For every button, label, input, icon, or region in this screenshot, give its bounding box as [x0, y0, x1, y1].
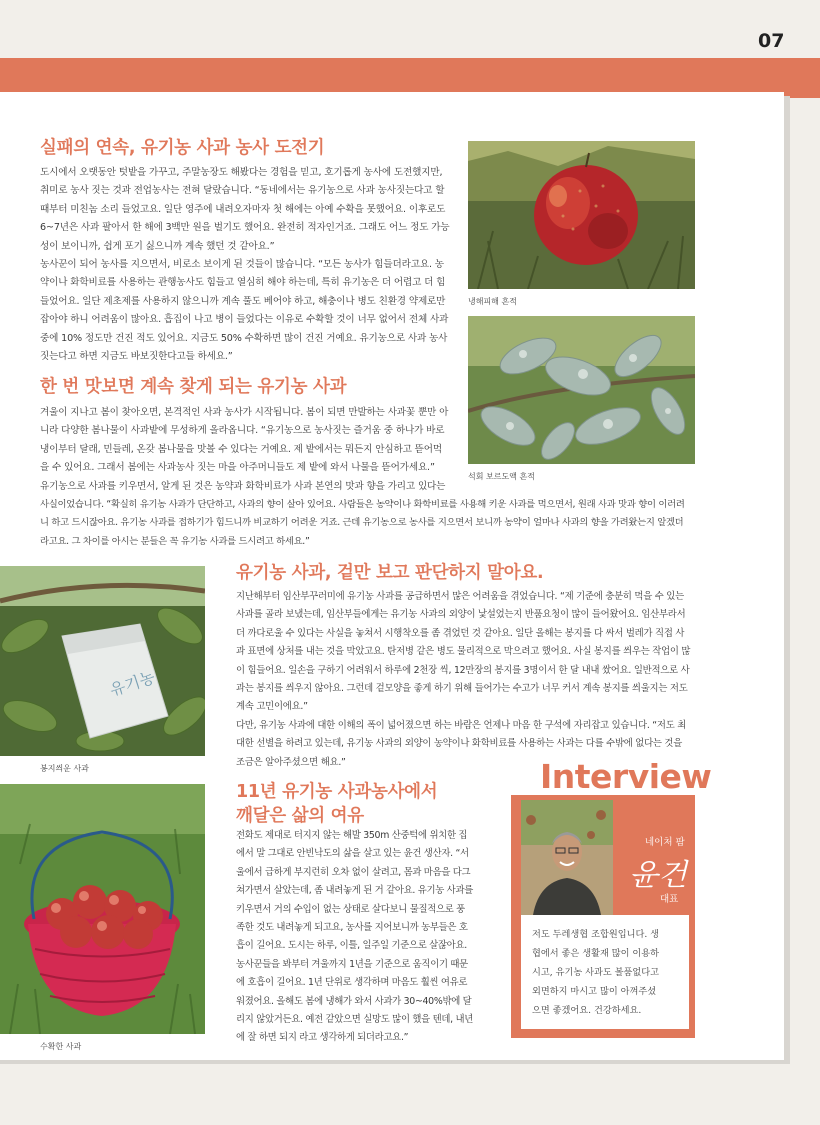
caption-bagged-apple: 봉지씌운 사과	[40, 764, 89, 773]
body-line: 때부터 미친놈 소리 들었고요. 일단 영주에 내려오자마자 첫 해에는 아예 수확을 못했어요. 이후로도	[40, 203, 446, 215]
section4-body	[236, 827, 496, 1048]
photo-harvested-apple	[0, 784, 205, 1034]
body-line: 에서 말 그대로 안빈낙도의 삶을 살고 있는 윤건 생산자. “서	[236, 848, 469, 860]
body-line: 더 까다로울 수 있다는 사실을 놓쳐서 시행착오를 좀 겪었던 것 같아요. 일단 올해는 봉지를 다 싸서 벌레가 직접 사	[236, 627, 685, 639]
body-line: 성이 보이니까, 쉽게 포기 싫으니까 계속 했던 것 같아요.”	[40, 240, 275, 252]
section4-heading	[236, 780, 437, 828]
body-line: 을 수 있어요. 그래서 봄에는 사과농사 짓는 마을 아주머니들도 제 밭에 와서 나물을 뜯어가세요.”	[40, 462, 435, 474]
photo-bagged-apple	[0, 566, 205, 756]
body-line: 흡이 길어요. 도시는 하루, 이틀, 일주일 기준으로 살잖아요.	[236, 940, 467, 952]
body-line: 겨울이 지나고 봄이 찾아오면, 본격적인 사과 농사가 시작됩니다. 봄이 되면 만발하는 사과꽃 뿐만 아	[40, 407, 449, 418]
body-line: 잡아야 하니 어려움이 많아요. 흡집이 나고 병이 들었다는 이유로 수확할 것이 너무 없어서 전체 사과	[40, 314, 449, 326]
body-line: 쳐가면서 살았는데, 좀 내려놓게 된 거 같아요. 유기농 사과를	[236, 885, 473, 897]
body-line: 짓는다고 하면 지금도 바보짓한다고들 하세요.”	[40, 351, 233, 363]
photo-leaf-damage	[468, 316, 695, 464]
body-line: 이 힘들어요. 일손을 구하기 어려워서 하루에 2천장 씩, 12만장의 봉지를 3명이서 한 달 내내 쌌어요. 일반적으로 사	[236, 664, 690, 676]
body-line: 냉이부터 달래, 민들레, 온갖 봄나물을 맛볼 수 있다는 거예요. 제 밭에서는 뭐든지 안심하고 뜯어먹	[40, 443, 442, 455]
caption-leaf-damage: 석회 보르도액 흔적	[468, 472, 535, 481]
body-line: 조금은 알아주셨으면 해요.”	[236, 756, 346, 768]
body-line: 약이나 화학비료를 사용하는 관행농사도 힘들고 열심히 해야 하는데, 특히 유기농은 더 어렵고 더 힘	[40, 277, 446, 289]
section2-heading: 한 번 맛보면 계속 찾게 되는 유기농 사과	[40, 377, 347, 397]
section2-body-wide	[40, 496, 696, 551]
body-line: 과 표면에 상처를 내는 것을 막았고요. 탄저병 같은 병도 물리적으로 막으려고 했어요. 사실 봉지를 씌우는 작업이 많	[236, 646, 691, 658]
body-line: 사실이었습니다. “확실히 유기농 사과가 단단하고, 사과의 향이 살아 있어요. 사람들은 농약이나 화학비료를 사용해 키운 사과를 먹으면서, 원래 사과 맛과 향이 이러려	[40, 499, 685, 510]
interviewee-farm: 네이처 팜	[645, 837, 685, 848]
quote-line: 협에서 좋은 생활재 많이 이용하	[532, 948, 660, 959]
body-line: 라고요. 그 차이를 아시는 분들은 꼭 유기농 사과를 드시려고 하세요.”	[40, 535, 310, 547]
section2-body	[40, 404, 455, 496]
section3-body	[236, 588, 696, 772]
body-line: 족한 것도 내려놓게 되고요, 농사를 지어보니까 농부들은 호	[236, 922, 468, 934]
bag-print: 유기농	[107, 667, 158, 700]
body-line: 대한 선별을 하려고 있는데, 유기농 사과의 외양이 농약이나 화학비료를 사용하는 사과는 다를 수밖에 없다는 것을	[236, 738, 683, 750]
body-line: 도시에서 오랫동안 텃밭을 가꾸고, 주말농장도 해봤다는 경험을 믿고, 호기롭게 농사에 도전했지만,	[40, 167, 443, 178]
body-line: 중에 10% 정도만 건진 적도 있어요. 지금도 50% 수확하면 많이 건진 거예요. 유기농으로 사과 농사	[40, 332, 448, 344]
body-line: 농사꾼들을 봐부터 겨울까지 1년을 기준으로 움직이기 때문	[236, 958, 468, 970]
section3-heading: 유기농 사과, 겉만 보고 판단하지 말아요.	[236, 563, 544, 583]
section4-heading-line2: 깨달은 삶의 여유	[236, 806, 364, 826]
body-line: 전화도 제대로 터지지 않는 해발 350m 산중턱에 위치한 집	[236, 830, 468, 841]
section1-body	[40, 164, 455, 366]
body-line: 지난해부터 임산부꾸러미에 유기농 사과를 공급하면서 많은 어려움을 겪었습니다. “제 기준에 충분히 먹을 수 있는	[236, 591, 684, 602]
body-line: 유기농으로 사과를 키우면서, 알게 된 것은 농약과 화학비료가 사과 본연의 맛과 향을 가리고 있다는	[40, 480, 446, 492]
body-line: 농사꾼이 되어 농사를 지으면서, 비로소 보이게 된 것들이 많습니다. “모든 농사가 힘들더라고요. 농	[40, 259, 444, 271]
body-line: 사과를 골라 보냈는데, 임산부들에게는 유기농 사과의 외양이 낯설었는지 반품요청이 많이 들어왔어요. 임산부라서	[236, 609, 686, 621]
body-line: 키우면서 거의 수입이 없는 상태로 살다보니 물질적으로 풍	[236, 903, 465, 915]
interview-quote	[532, 925, 659, 1020]
body-line: 취미로 농사 짓는 것과 전업농사는 전혀 달랐습니다. “동네에서는 유기농으로 사과 농사짓는다고 할	[40, 185, 445, 197]
quote-line: 저도 두레생협 조합원입니다. 생	[532, 929, 660, 940]
body-line: 과는 봉지를 씌우지 않아요. 그런데 겉모양을 좋게 하기 위해 들어가는 수고가 너무 커서 계속 봉지를 씌울지는 저도	[236, 683, 688, 695]
body-line: 6~7년은 사과 팔아서 한 해에 3백만 원을 벌기도 했어요. 완전히 적자인거죠. 그래도 어느 정도 가능	[40, 222, 450, 234]
body-line: 에 잘 하면 되지 라고 생각하게 되더라고요.”	[236, 1032, 409, 1044]
body-line: 들었어요. 일단 제초제를 사용하지 않으니까 계속 풀도 베어야 하고, 해충이나 병도 친환경 약제로만	[40, 295, 446, 307]
body-line: 계속 고민이에요.”	[236, 701, 308, 713]
body-line: 울에서 급하게 부지런히 오차 없이 살려고, 몸과 마음을 다그	[236, 866, 471, 878]
body-line: 에 호흡이 길어요. 1년 단위로 생각하며 마음도 훨씬 여유로	[236, 977, 468, 989]
body-line: 다만, 유기농 사과에 대한 이해의 폭이 넓어졌으면 하는 바람은 언제나 마음 한 구석에 자리잡고 있습니다. “저도 최	[236, 719, 687, 731]
caption-harvested-apple: 수확한 사과	[40, 1042, 82, 1051]
quote-line: 시고, 유기농 사과도 볼품없다고	[532, 967, 660, 978]
body-line: 리지 않았거든요. 예전 같았으면 실망도 많이 했을 텐데, 내년	[236, 1014, 473, 1026]
interviewee-name: 윤건	[629, 858, 687, 893]
interview-title: Interview	[540, 757, 712, 796]
quote-line: 으면 좋겠어요. 건강하세요.	[532, 1005, 642, 1016]
body-line: 니라 다양한 봄나물이 사과밭에 무성하게 올라옵니다. “유기농으로 농사짓는 즐거움 중 하나가 바로	[40, 425, 445, 437]
photo-apple-damage	[468, 141, 695, 289]
page-number: 07	[758, 30, 785, 52]
section4-heading-line1: 11년 유기농 사과농사에서	[236, 782, 438, 802]
caption-apple-damage: 냉해피해 흔적	[468, 297, 517, 306]
interviewee-title: 대표	[660, 894, 679, 905]
quote-line: 외면하지 마시고 많이 아껴주셨	[532, 986, 657, 997]
body-line: 워졌어요. 올해도 봄에 냉해가 와서 사과가 30~40%밖에 달	[236, 995, 472, 1007]
interviewee-photo	[521, 800, 613, 915]
body-line: 니 하고 드시잖아요. 유기농 사과를 접하기가 힘드니까 비교하기 어려운 거죠. 근데 유기농으로 농사를 지으면서 보니까 농약이 얼마나 사과의 향을 가려왔는지 알겠더	[40, 517, 684, 529]
section1-heading: 실패의 연속, 유기농 사과 농사 도전기	[40, 138, 325, 158]
